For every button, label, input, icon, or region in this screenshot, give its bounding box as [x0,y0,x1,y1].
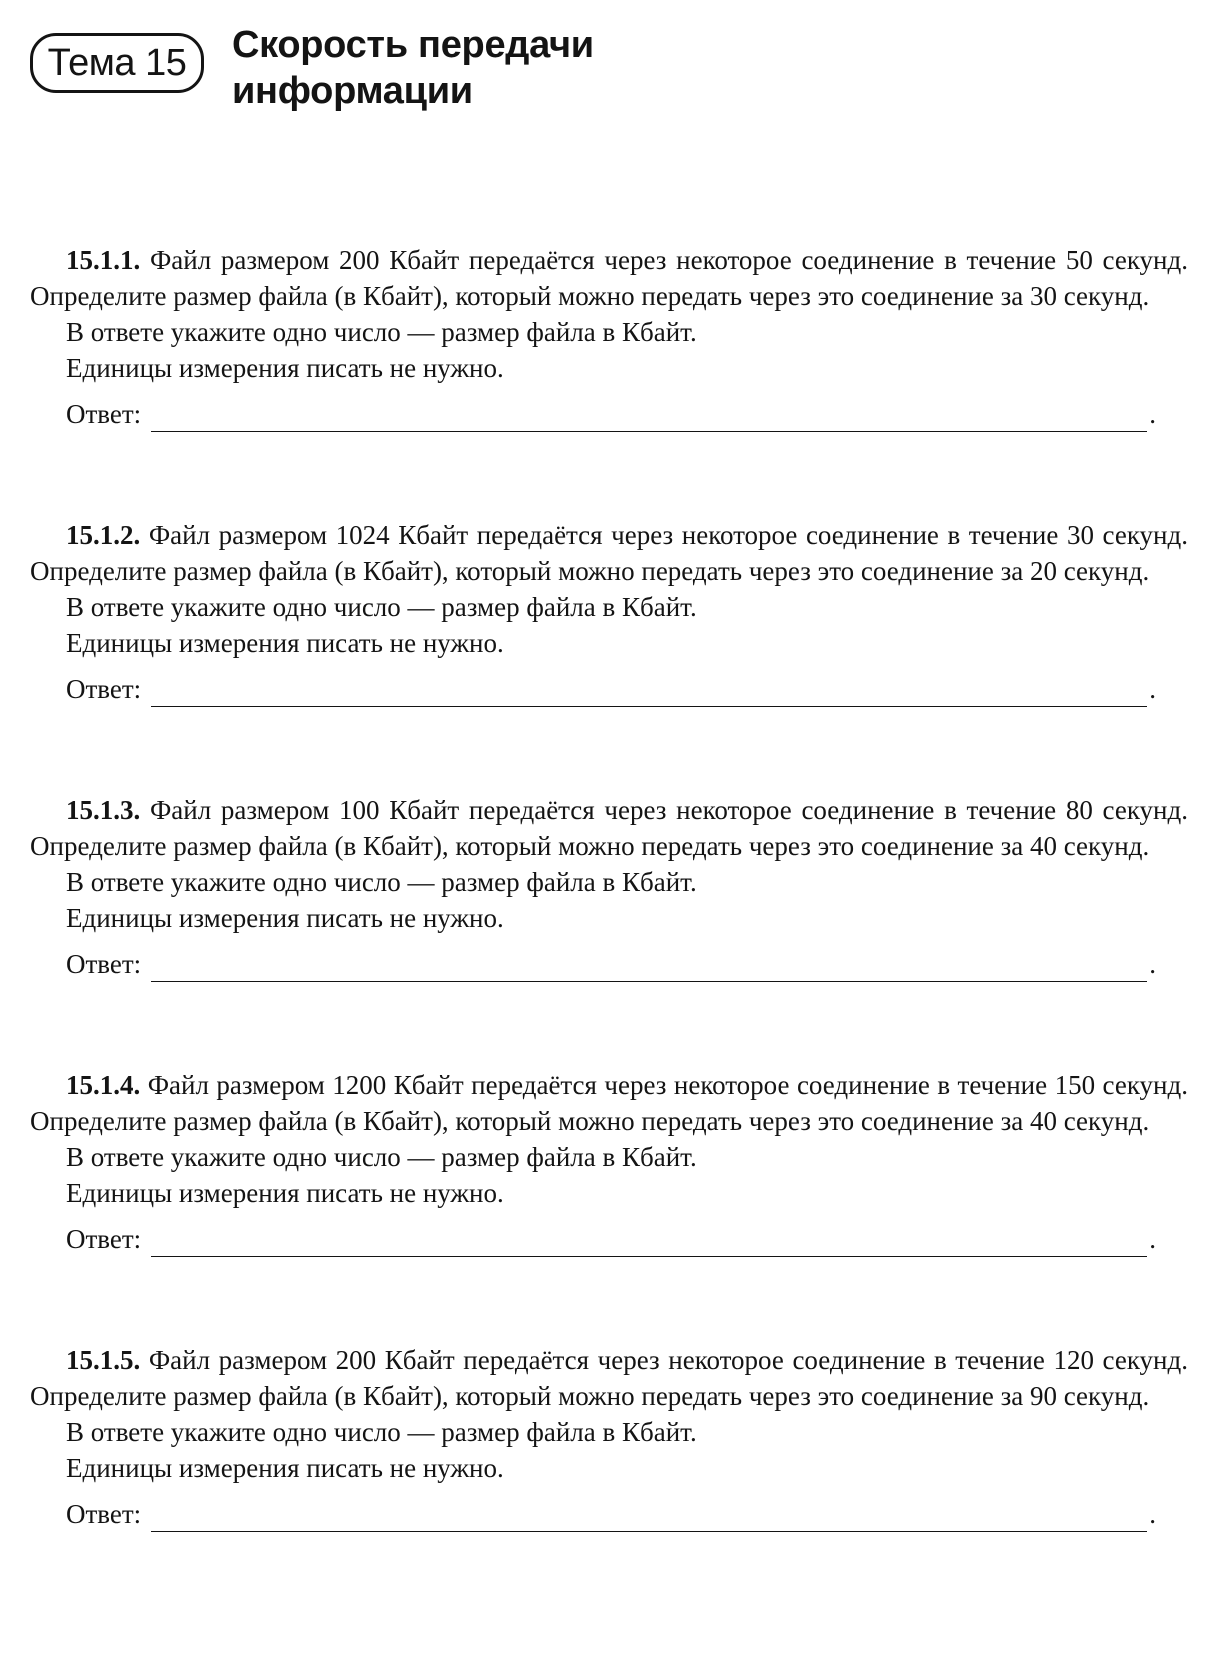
task-15-1-1 [30,242,1188,432]
answer-dot: . [1149,399,1156,429]
task-condition [30,517,1188,589]
topic-badge: Тема 15 [30,33,204,93]
answer-field[interactable] [151,679,1147,707]
task-number: 15.1.3. [66,795,141,825]
task-condition-text: Файл размером 100 Кбайт передаётся через некоторое соединение в течение 80 секунд. Определите размер файла (в Кбайт), который можно передать через это соединение за 40 секунд. [30,795,1188,861]
page-title-line-2: информации [232,70,473,112]
task-condition-text: Файл размером 200 Кбайт передаётся через некоторое соединение в течение 120 секунд. Определите размер файла (в Кбайт), который можно передать через это соединение за 90 секунд. [30,1345,1188,1411]
answer-field[interactable] [151,1504,1147,1532]
answer-field[interactable] [151,1229,1147,1257]
answer-row [30,1221,1188,1257]
task-units-note: Единицы измерения писать не нужно. [66,1453,504,1483]
answer-dot: . [1149,674,1156,704]
task-instruction: В ответе укажите одно число — размер файла в Кбайт. [66,867,697,897]
task-15-1-5 [30,1342,1188,1532]
task-15-1-3 [30,792,1188,982]
answer-row [30,1496,1188,1532]
answer-row [30,946,1188,982]
task-condition [30,242,1188,314]
task-condition [30,1342,1188,1414]
answer-dot: . [1149,1224,1156,1254]
page-title [232,22,594,114]
answer-label: Ответ: [66,949,142,979]
task-condition-text: Файл размером 1024 Кбайт передаётся через некоторое соединение в течение 30 секунд. Определите размер файла (в Кбайт), который можно передать через это соединение за 20 секунд. [30,520,1188,586]
answer-label: Ответ: [66,1499,142,1529]
task-number: 15.1.1. [66,245,141,275]
page-title-line-1: Скорость передачи [232,24,594,66]
task-number: 15.1.4. [66,1070,141,1100]
task-instruction: В ответе укажите одно число — размер файла в Кбайт. [66,1142,697,1172]
task-condition-text: Файл размером 1200 Кбайт передаётся через некоторое соединение в течение 150 секунд. Определите размер файла (в Кбайт), который можно передать через это соединение за 40 секунд. [30,1070,1188,1136]
task-instruction: В ответе укажите одно число — размер файла в Кбайт. [66,317,697,347]
answer-label: Ответ: [66,1224,142,1254]
task-number: 15.1.5. [66,1345,141,1375]
task-instruction: В ответе укажите одно число — размер файла в Кбайт. [66,1417,697,1447]
task-15-1-4 [30,1067,1188,1257]
answer-field[interactable] [151,404,1147,432]
task-instruction: В ответе укажите одно число — размер файла в Кбайт. [66,592,697,622]
task-condition-text: Файл размером 200 Кбайт передаётся через некоторое соединение в течение 50 секунд. Определите размер файла (в Кбайт), который можно передать через это соединение за 30 секунд. [30,245,1188,311]
answer-row [30,396,1188,432]
answer-field[interactable] [151,954,1147,982]
task-units-note: Единицы измерения писать не нужно. [66,903,504,933]
answer-label: Ответ: [66,674,142,704]
task-units-note: Единицы измерения писать не нужно. [66,353,504,383]
task-units-note: Единицы измерения писать не нужно. [66,628,504,658]
answer-dot: . [1149,1499,1156,1529]
task-number: 15.1.2. [66,520,141,550]
answer-dot: . [1149,949,1156,979]
task-15-1-2 [30,517,1188,707]
answer-row [30,671,1188,707]
answer-label: Ответ: [66,399,142,429]
task-condition [30,1067,1188,1139]
task-condition [30,792,1188,864]
task-units-note: Единицы измерения писать не нужно. [66,1178,504,1208]
